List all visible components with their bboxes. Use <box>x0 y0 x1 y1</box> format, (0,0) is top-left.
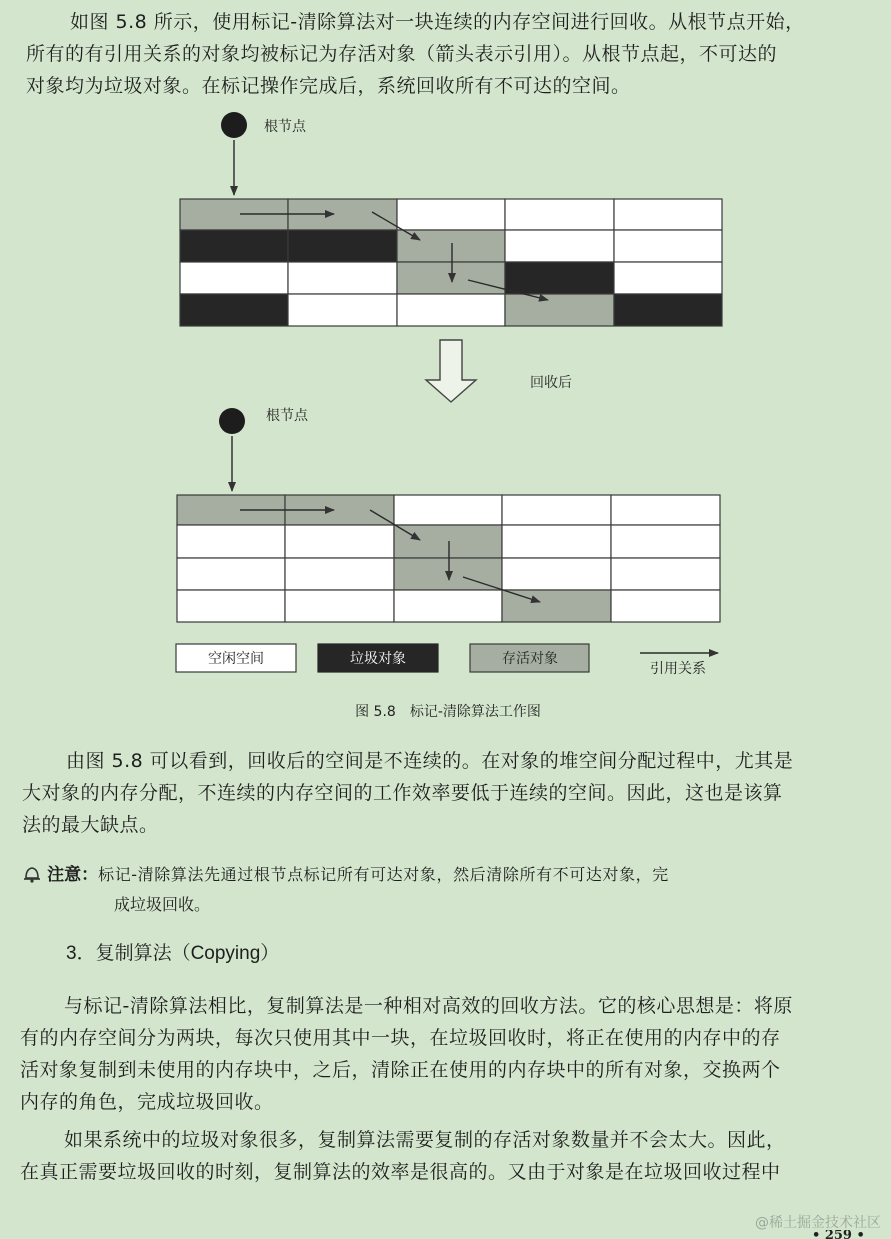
cell-alive <box>505 294 614 326</box>
cell-free <box>614 199 722 230</box>
cell-free <box>611 495 720 525</box>
cell-free <box>177 590 285 622</box>
cell-free <box>397 199 505 230</box>
paragraph-copying-intro <box>0 990 891 1118</box>
para2-line-1: 由图 5.8 可以看到，回收后的空间是不连续的。在对象的堆空间分配过程中，尤其是 <box>66 750 794 772</box>
para3-line-3: 活对象复制到未使用的内存块中，之后，清除正在使用的内存块中的所有对象，交换两个 <box>20 1059 781 1081</box>
cell-free <box>177 558 285 590</box>
cell-free <box>614 262 722 294</box>
cell-free <box>285 525 394 558</box>
cell-free <box>614 230 722 262</box>
cell-free <box>180 262 288 294</box>
root-node-bottom <box>219 408 245 434</box>
cell-alive <box>397 230 505 262</box>
cell-free <box>394 590 502 622</box>
cell-free <box>397 294 505 326</box>
cell-garbage <box>180 294 288 326</box>
cell-free <box>611 525 720 558</box>
intro-line-1: 如图 5.8 所示，使用标记-清除算法对一块连续的内存空间进行回收。从根节点开始， <box>70 11 805 33</box>
transition-label: 回收后 <box>530 375 572 391</box>
para3-line-1: 与标记-清除算法相比，复制算法是一种相对高效的回收方法。它的核心思想是：将原 <box>64 995 793 1017</box>
note-label: 注意： <box>47 865 99 885</box>
cell-garbage <box>614 294 722 326</box>
bell-icon <box>22 865 42 883</box>
cell-free <box>505 230 614 262</box>
page-number: • 259 • <box>812 1230 865 1239</box>
cell-free <box>285 590 394 622</box>
section-heading: 3．复制算法（Copying） <box>66 943 280 964</box>
root-label-bottom: 根节点 <box>266 408 308 424</box>
paragraph-copying-efficiency <box>0 1124 891 1188</box>
collection-transition-arrow <box>426 340 476 402</box>
para2-line-2: 大对象的内存分配，不连续的内存空间的工作效率要低于连续的空间。因此，这也是该算 <box>22 782 783 804</box>
watermark: @稀土掘金技术社区 <box>755 1215 881 1231</box>
cell-free <box>505 199 614 230</box>
legend-alive-label: 存活对象 <box>502 651 558 667</box>
para4-line-1: 如果系统中的垃圾对象很多，复制算法需要复制的存活对象数量并不会太大。因此， <box>64 1129 786 1151</box>
cell-free <box>611 558 720 590</box>
cell-free <box>177 525 285 558</box>
note-block <box>22 860 882 920</box>
legend-free-label: 空闲空间 <box>208 651 264 667</box>
intro-line-2: 所有的有引用关系的对象均被标记为存活对象（箭头表示引用）。从根节点起，不可达的 <box>26 43 778 65</box>
para3-line-2: 有的内存空间分为两块，每次只使用其中一块，在垃圾回收时，将正在使用的内存中的存 <box>20 1027 781 1049</box>
cell-alive <box>397 262 505 294</box>
cell-free <box>288 294 397 326</box>
cell-garbage <box>505 262 614 294</box>
cell-free <box>611 590 720 622</box>
root-label-top: 根节点 <box>264 119 306 135</box>
mark-sweep-diagram <box>0 100 891 790</box>
cell-alive <box>394 558 502 590</box>
note-line-1: 标记-清除算法先通过根节点标记所有可达对象，然后清除所有不可达对象，完 <box>98 865 669 884</box>
legend-garbage-label: 垃圾对象 <box>350 651 406 667</box>
cell-free <box>502 495 611 525</box>
note-line-2: 成垃圾回收。 <box>114 895 211 914</box>
paragraph-discontinuity <box>0 745 891 841</box>
cell-alive <box>394 525 502 558</box>
para4-line-2: 在真正需要垃圾回收的时刻，复制算法的效率是很高的。又由于对象是在垃圾回收过程中 <box>20 1161 781 1183</box>
cell-free <box>288 262 397 294</box>
legend-reference-label: 引用关系 <box>650 661 706 677</box>
root-node-top <box>221 112 247 138</box>
figure-caption: 图 5.8 标记-清除算法工作图 <box>355 704 541 720</box>
cell-free <box>502 558 611 590</box>
memory-grid-before <box>180 199 722 326</box>
para2-line-3: 法的最大缺点。 <box>22 814 159 836</box>
intro-paragraph <box>0 6 891 102</box>
para3-line-4: 内存的角色，完成垃圾回收。 <box>20 1091 274 1113</box>
cell-free <box>285 558 394 590</box>
diagram-legend <box>176 644 718 677</box>
cell-garbage <box>180 230 288 262</box>
cell-garbage <box>288 230 397 262</box>
cell-free <box>502 525 611 558</box>
cell-free <box>394 495 502 525</box>
intro-line-3: 对象均为垃圾对象。在标记操作完成后，系统回收所有不可达的空间。 <box>26 75 631 97</box>
